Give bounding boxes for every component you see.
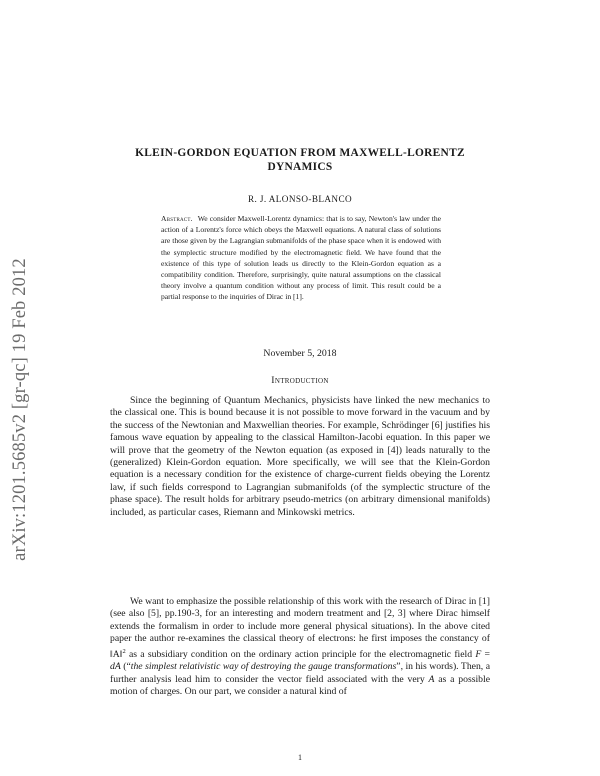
paper-date: November 5, 2018 [263,348,337,359]
paragraph-2-text-e: as a possible motion of charges. On our part, we consider a natural kind of [110,673,491,698]
paragraph-2-text-b: as a subsidiary condition on the ordinary action principle for the electromagnetic field [125,648,476,660]
body-paragraph-2 [110,596,490,698]
paragraph-2-superscript: 2 [122,647,126,655]
abstract-label: Abstract. [161,214,193,223]
paragraph-2-text-c: (“ [120,661,131,673]
page-number: 1 [298,753,302,762]
arxiv-identifier-text: arXiv:1201.5685v2 [gr-qc] 19 Feb 2012 [9,257,30,561]
dirac-quote: the simplest relativistic way of destroying the gauge transformations [130,661,397,673]
paper-title: KLEIN-GORDON EQUATION FROM MAXWELL-LORENTZ DYNAMICS [135,147,465,173]
paragraph-2-equals: = [481,648,490,660]
body-paragraph-1: Since the beginning of Quantum Mechanics, physicists have linked the new mechanics to the classical one. This is bound because it is not possible to move forward in the vacuum and by the success of the Newtonian and Maxwellian theories. For example, Schrödinger [6] justifies his famous wave equation by appealing to the classical Hamilton-Jacobi equation. In this paper we will prove that the geometry of the Newton equation (as exposed in [4]) leads naturally to the (generalized) Klein-Gordon equation. More specifically, we will see that the Klein-Gordon equation is a necessary condition for the existence of charge-current fields obeying the Lorentz law, if such fields correspond to Lagrangian submanifolds (of the symplectic structure of the phase space). The result holds for arbitrary pseudo-metrics (on arbitrary dimensional manifolds) included, as particular cases, Riemann and Minkowski metrics. [110,395,490,518]
arxiv-identifier [2,193,38,625]
section-heading-introduction: Introduction [271,375,329,386]
paper-author: R. J. ALONSO-BLANCO [247,194,353,204]
paragraph-2-text-d: ”, in his words). Then, a further analysis lead him to consider the vector field associated with the very [110,661,490,685]
symbol-dA: dA [110,661,121,673]
abstract [161,213,441,303]
symbol-A: A [428,673,435,685]
abstract-text: We consider Maxwell-Lorentz dynamics: that is to say, Newton's law under the action of a Lorentz's force which obeys the Maxwell equations. A natural class of solutions are those given by the Lagrangian submanifolds of the phase space when it is endowed with the symplectic structure modified by the electromagnetic field. We have found that the existence of this type of solution leads us directly to the Klein-Gordon equation as a compatibility condition. Therefore, surprisingly, quite natural assumptions on the classical theory involve a quantum condition without any process of limit. This result could be a partial response to the inquiries of Dirac in [1]. [161,214,442,302]
symbol-F: F [475,648,482,660]
paragraph-2-text-a: We want to emphasize the possible relationship of this work with the research of Dirac in [1](see also [5], pp.190-3, for an interesting and modern treatment and [2, 3] where Dirac himself extends the formalism in order to include more general physical situations). In the above cited paper the author re-examines the classical theory of electrons: he first imposes the constancy of ‖A‖ [110,596,490,660]
